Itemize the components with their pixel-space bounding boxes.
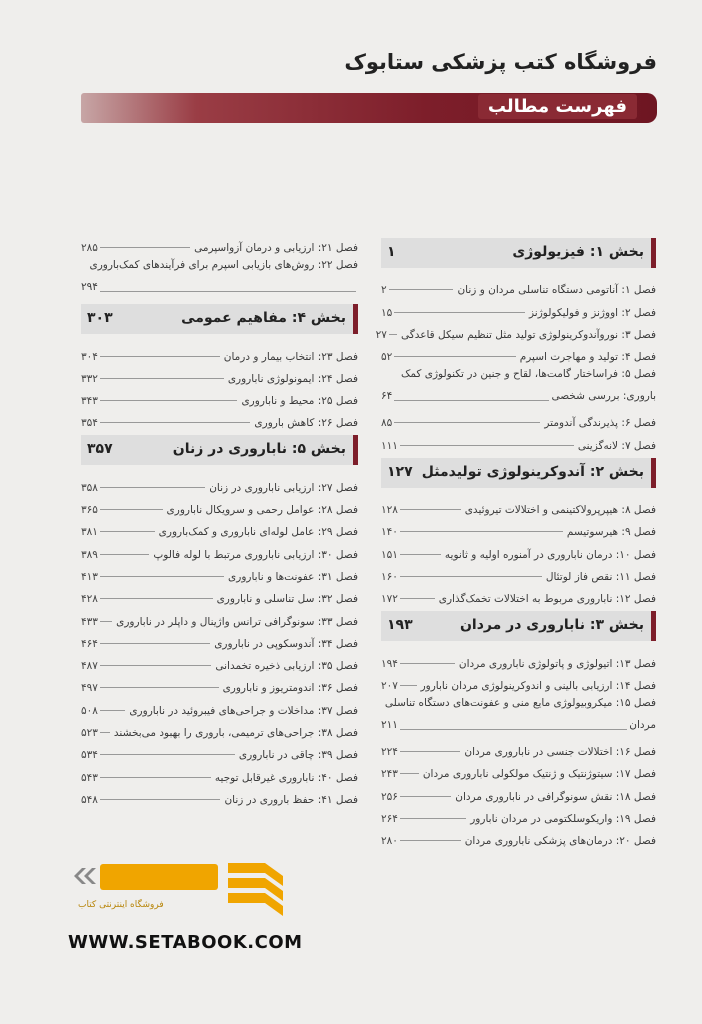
- toc-leader: [100, 291, 356, 292]
- toc-entry-page: ۴۹۷: [81, 682, 98, 695]
- toc-entry: [81, 717, 358, 739]
- toc-entry: [81, 340, 358, 362]
- toc-leader: [100, 643, 210, 644]
- toc-entry-page: ۴۳۳: [81, 615, 98, 628]
- toc-entry: [381, 736, 656, 758]
- toc-entry: [381, 407, 656, 429]
- toc-entry-page: ۲۸۵: [81, 242, 98, 255]
- toc-leader: [100, 754, 235, 755]
- toc-entry: [381, 825, 656, 847]
- toc-entry-page: ۲۶۴: [381, 813, 398, 826]
- toc-entry-page: ۴۱۳: [81, 570, 98, 583]
- toc-entry-title: فصل ۵: فراساختار گامت‌ها، لقاح و جنین در تکنولوژی کمک: [400, 368, 656, 381]
- toc-entry-title: فصل ۱۶: اختلالات جنسی در ناباروری مردان: [464, 746, 656, 759]
- toc-entry-title: فصل ۳۱: عفونت‌ها و ناباروری: [228, 570, 358, 583]
- toc-entry-title: فصل ۸: هیپرپرولاکتینمی و اختلالات تیروئیدی: [464, 504, 656, 517]
- section-title: بخش ۳: ناباروری در مردان: [459, 617, 644, 634]
- toc-entry-title: فصل ۱۸: نقش سونوگرافی در ناباروری مردان: [455, 790, 656, 803]
- toc-title: فهرست مطالب: [478, 94, 637, 119]
- toc-entry-page: ۳۵۸: [81, 481, 98, 494]
- toc-leader: [100, 732, 110, 733]
- toc-entry: [81, 583, 358, 605]
- toc-entry: [381, 670, 656, 692]
- toc-entry-page: ۲۱۱: [381, 718, 398, 731]
- toc-entry-title: فصل ۳۹: چاقی در ناباروری: [238, 749, 358, 762]
- toc-entry-page: ۳۳۲: [81, 372, 98, 385]
- toc-entry-title: فصل ۲۴: ایمونولوژی ناباروری: [227, 372, 358, 385]
- site-url[interactable]: WWW.SETABOOK.COM: [68, 932, 303, 953]
- toc-leader: [100, 247, 190, 248]
- section-title: بخش ۵: ناباروری در زنان: [172, 441, 346, 458]
- toc-leader: [400, 531, 563, 532]
- toc-entry-title-cont: باروری: بررسی شخصی: [551, 390, 656, 403]
- toc-column-left: [81, 232, 358, 806]
- toc-entry-title: فصل ۴۱: حفظ باروری در زنان: [224, 793, 358, 806]
- toc-entry-page: ۱۷۲: [381, 593, 398, 606]
- toc-entry: [81, 784, 358, 806]
- toc-entry-page: ۳۸۱: [81, 526, 98, 539]
- toc-entry-title: فصل ۱: آناتومی دستگاه تناسلی مردان و زنان: [457, 284, 656, 297]
- toc-entry-title: فصل ۱۳: اتیولوژی و پاتولوژی ناباروری مردان: [458, 657, 656, 670]
- toc-entry-page: ۵۲: [381, 351, 393, 364]
- toc-entry: [81, 385, 358, 407]
- toc-entry-title: فصل ۳۷: مداخلات و جراحی‌های فیبروئید در ناباروری: [129, 704, 358, 717]
- toc-entry-page: ۱۵: [381, 306, 393, 319]
- toc-entry: [81, 650, 358, 672]
- toc-leader: [400, 598, 435, 599]
- toc-leader: [100, 665, 211, 666]
- toc-entry-title: فصل ۲۰: درمان‌های پزشکی ناباروری مردان: [464, 835, 656, 848]
- toc-column-right: [375, 232, 656, 848]
- logo-tagline: فروشگاه اینترنتی کتاب: [78, 900, 164, 910]
- toc-entry: [81, 232, 358, 254]
- section-title: بخش ۲: آندوکرینولوژی تولیدمثل: [421, 463, 644, 480]
- toc-entry-title: فصل ۲۲: روش‌های بازیابی اسپرم برای فرآیندهای کمک‌باروری: [89, 259, 358, 272]
- toc-entry-page: ۲۷: [375, 328, 387, 341]
- toc-leader: [100, 400, 238, 401]
- toc-entry: [381, 516, 656, 538]
- toc-leader: [389, 289, 454, 290]
- toc-entry-page: ۵۳۴: [81, 749, 98, 762]
- toc-entry: [381, 758, 656, 780]
- toc-entry-page: ۳۸۹: [81, 548, 98, 561]
- toc-entry: [375, 319, 656, 341]
- toc-leader: [100, 356, 220, 357]
- toc-entry: [81, 494, 358, 516]
- toc-entry: [381, 296, 656, 318]
- toc-entry: [81, 516, 358, 538]
- toc-entry: [381, 647, 656, 669]
- toc-entry: [81, 407, 358, 429]
- toc-leader: [400, 576, 542, 577]
- toc-entry-title: فصل ۱۷: سیتوژنتیک و ژنتیک مولکولی ناباروری مردان: [422, 768, 656, 781]
- toc-entry-title: فصل ۲۹: عامل لوله‌ای ناباروری و کمک‌باروری: [158, 526, 358, 539]
- toc-leader: [389, 334, 397, 335]
- section-page: ۳۰۳: [87, 310, 113, 327]
- toc-entry-page: ۴۸۷: [81, 660, 98, 673]
- logo-mark-icon: [228, 863, 283, 916]
- toc-entry-title: فصل ۹: هیرسوتیسم: [566, 526, 656, 539]
- toc-leader: [100, 710, 125, 711]
- toc-entry: [381, 363, 656, 407]
- toc-leader: [394, 400, 549, 401]
- toc-leader: [100, 598, 213, 599]
- toc-entry-title: فصل ۳۰: ارزیابی ناباروری مرتبط با لوله فالوپ: [153, 548, 358, 561]
- toc-entry-page: ۲۹۴: [81, 281, 98, 294]
- toc-entry-page: ۲۸۰: [381, 835, 398, 848]
- toc-entry-page: ۱۵۱: [381, 548, 398, 561]
- toc-leader: [400, 751, 461, 752]
- section-header: [81, 304, 358, 334]
- toc-leader: [100, 687, 219, 688]
- toc-leader: [400, 685, 417, 686]
- toc-entry: [81, 628, 358, 650]
- toc-entry-page: ۱۱۱: [381, 439, 398, 452]
- toc-entry-page: ۲۵۶: [381, 790, 398, 803]
- section-page: ۱۲۷: [387, 463, 413, 480]
- section-title: بخش ۴: مفاهیم عمومی: [181, 310, 346, 327]
- toc-leader: [400, 840, 461, 841]
- toc-leader: [100, 422, 250, 423]
- toc-entry-title: فصل ۱۴: ارزیابی بالینی و اندوکرینولوژی مردان نابارور: [420, 679, 656, 692]
- toc-entry-page: ۳۶۵: [81, 504, 98, 517]
- toc-entry-title: فصل ۲۵: محیط و ناباروری: [241, 395, 358, 408]
- toc-leader: [400, 796, 451, 797]
- toc-entry-page: ۸۵: [381, 417, 393, 430]
- toc-entry-title: فصل ۳۲: سل تناسلی و ناباروری: [216, 593, 358, 606]
- toc-entry-title: فصل ۳۵: ارزیابی ذخیره تخمدانی: [215, 660, 358, 673]
- toc-leader: [100, 576, 224, 577]
- section-header: [381, 238, 656, 268]
- toc-entry: [381, 494, 656, 516]
- toc-entry-title: فصل ۲۳: انتخاب بیمار و درمان: [223, 350, 358, 363]
- toc-entry-title: فصل ۴۰: ناباروری غیرقابل توجیه: [214, 771, 358, 784]
- toc-entry: [81, 605, 358, 627]
- toc-entry-page: ۵۲۳: [81, 727, 98, 740]
- toc-entry-title: فصل ۲۱: ارزیابی و درمان آزواسپرمی: [194, 242, 358, 255]
- section-title: بخش ۱: فیزیولوژی: [512, 244, 644, 260]
- section-header: [381, 458, 656, 488]
- toc-entry-page: ۶۴: [381, 390, 393, 403]
- store-title: فروشگاه کتب پزشکی ستابوک: [344, 50, 657, 74]
- toc-leader: [400, 663, 455, 664]
- toc-entry: [381, 341, 656, 363]
- toc-entry-title: فصل ۴: تولید و مهاجرت اسپرم: [519, 351, 656, 364]
- toc-entry: [381, 561, 656, 583]
- toc-entry: [81, 254, 358, 298]
- toc-entry-page: ۱۶۰: [381, 570, 398, 583]
- toc-entry-title: فصل ۲: اووژنز و فولیکولوژنز: [529, 306, 656, 319]
- toc-entry-page: ۲۲۴: [381, 746, 398, 759]
- toc-leader: [100, 487, 205, 488]
- toc-entry-title: فصل ۷: لانه‌گزینی: [577, 439, 656, 452]
- toc-entry-title: فصل ۲۸: عوامل رحمی و سرویکال ناباروری: [166, 504, 358, 517]
- toc-entry-page: ۲۴۳: [381, 768, 398, 781]
- toc-entry-title: فصل ۳: نوروآندوکرینولوژی تولید مثل تنظیم سیکل قاعدگی: [400, 328, 656, 341]
- toc-entry: [381, 429, 656, 451]
- toc-entry-title: فصل ۳۶: اندومتریوز و ناباروری: [222, 682, 358, 695]
- toc-entry-page: ۴۶۴: [81, 637, 98, 650]
- toc-leader: [400, 509, 461, 510]
- toc-entry-title-cont: مردان: [629, 718, 656, 731]
- toc-entry-page: ۱۴۰: [381, 526, 398, 539]
- toc-entry: [381, 583, 656, 605]
- toc-entry-page: ۲۰۷: [381, 679, 398, 692]
- toc-entry: [381, 803, 656, 825]
- toc-entry: [381, 780, 656, 802]
- toc-entry-page: ۴۲۸: [81, 593, 98, 606]
- toc-leader: [400, 729, 627, 730]
- toc-banner: [81, 93, 657, 123]
- toc-leader: [100, 621, 112, 622]
- toc-leader: [394, 312, 525, 313]
- toc-entry: [381, 692, 656, 736]
- toc-entry: [81, 471, 358, 493]
- toc-entry-title: فصل ۱۵: میکروبیولوژی مایع منی و عفونت‌های دستگاه تناسلی: [384, 696, 656, 709]
- section-header: [381, 611, 656, 641]
- logo-chevrons-icon: [74, 868, 96, 884]
- toc-leader: [400, 773, 419, 774]
- toc-leader: [100, 509, 163, 510]
- toc-leader: [400, 818, 466, 819]
- toc-entry-page: ۱۹۴: [381, 657, 398, 670]
- toc-entry-page: ۲: [381, 284, 387, 297]
- toc-entry-page: ۳۴۳: [81, 395, 98, 408]
- section-page: ۱: [387, 244, 396, 260]
- toc-entry-page: ۳۵۴: [81, 417, 98, 430]
- toc-leader: [100, 554, 150, 555]
- toc-entry-page: ۵۴۸: [81, 793, 98, 806]
- toc-entry: [81, 561, 358, 583]
- toc-entry: [381, 538, 656, 560]
- toc-entry-page: ۱۲۸: [381, 504, 398, 517]
- toc-leader: [400, 445, 574, 446]
- toc-entry-title: فصل ۳۴: آندوسکوپی در ناباروری: [214, 637, 358, 650]
- toc-leader: [394, 422, 540, 423]
- toc-entry-title: فصل ۳۸: جراحی‌های ترمیمی، باروری را بهبود می‌بخشند: [113, 727, 358, 740]
- toc-entry-page: ۳۰۴: [81, 350, 98, 363]
- toc-leader: [100, 531, 155, 532]
- toc-entry: [381, 274, 656, 296]
- section-header: [81, 435, 358, 465]
- section-page: ۳۵۷: [87, 441, 113, 458]
- toc-entry: [81, 672, 358, 694]
- toc-entry-title: فصل ۱۹: واریکوسلکتومی در مردان نابارور: [470, 813, 656, 826]
- toc-entry-page: ۵۴۳: [81, 771, 98, 784]
- toc-entry-title: فصل ۲۷: ارزیابی ناباروری در زنان: [209, 481, 358, 494]
- toc-entry: [81, 694, 358, 716]
- toc-leader: [100, 799, 221, 800]
- toc-entry-title: فصل ۲۶: کاهش باروری: [254, 417, 358, 430]
- toc-entry-title: فصل ۱۲: ناباروری مربوط به اختلالات تخمک‌گذاری: [438, 593, 656, 606]
- toc-entry-page: ۵۰۸: [81, 704, 98, 717]
- toc-entry: [81, 538, 358, 560]
- toc-entry-title: فصل ۱۰: درمان ناباروری در آمنوره اولیه و ثانویه: [444, 548, 656, 561]
- toc-entry: [81, 363, 358, 385]
- toc-entry-title: فصل ۳۳: سونوگرافی ترانس واژینال و داپلر در ناباروری: [116, 615, 358, 628]
- toc-leader: [100, 777, 211, 778]
- toc-entry: [81, 739, 358, 761]
- toc-leader: [100, 378, 224, 379]
- toc-leader: [400, 554, 441, 555]
- section-page: ۱۹۳: [387, 617, 413, 634]
- toc-leader: [394, 356, 515, 357]
- toc-entry-title: فصل ۱۱: نقص فاز لوتئال: [545, 570, 656, 583]
- toc-entry-title: فصل ۶: پذیرندگی آندومتر: [544, 417, 656, 430]
- toc-entry: [81, 761, 358, 783]
